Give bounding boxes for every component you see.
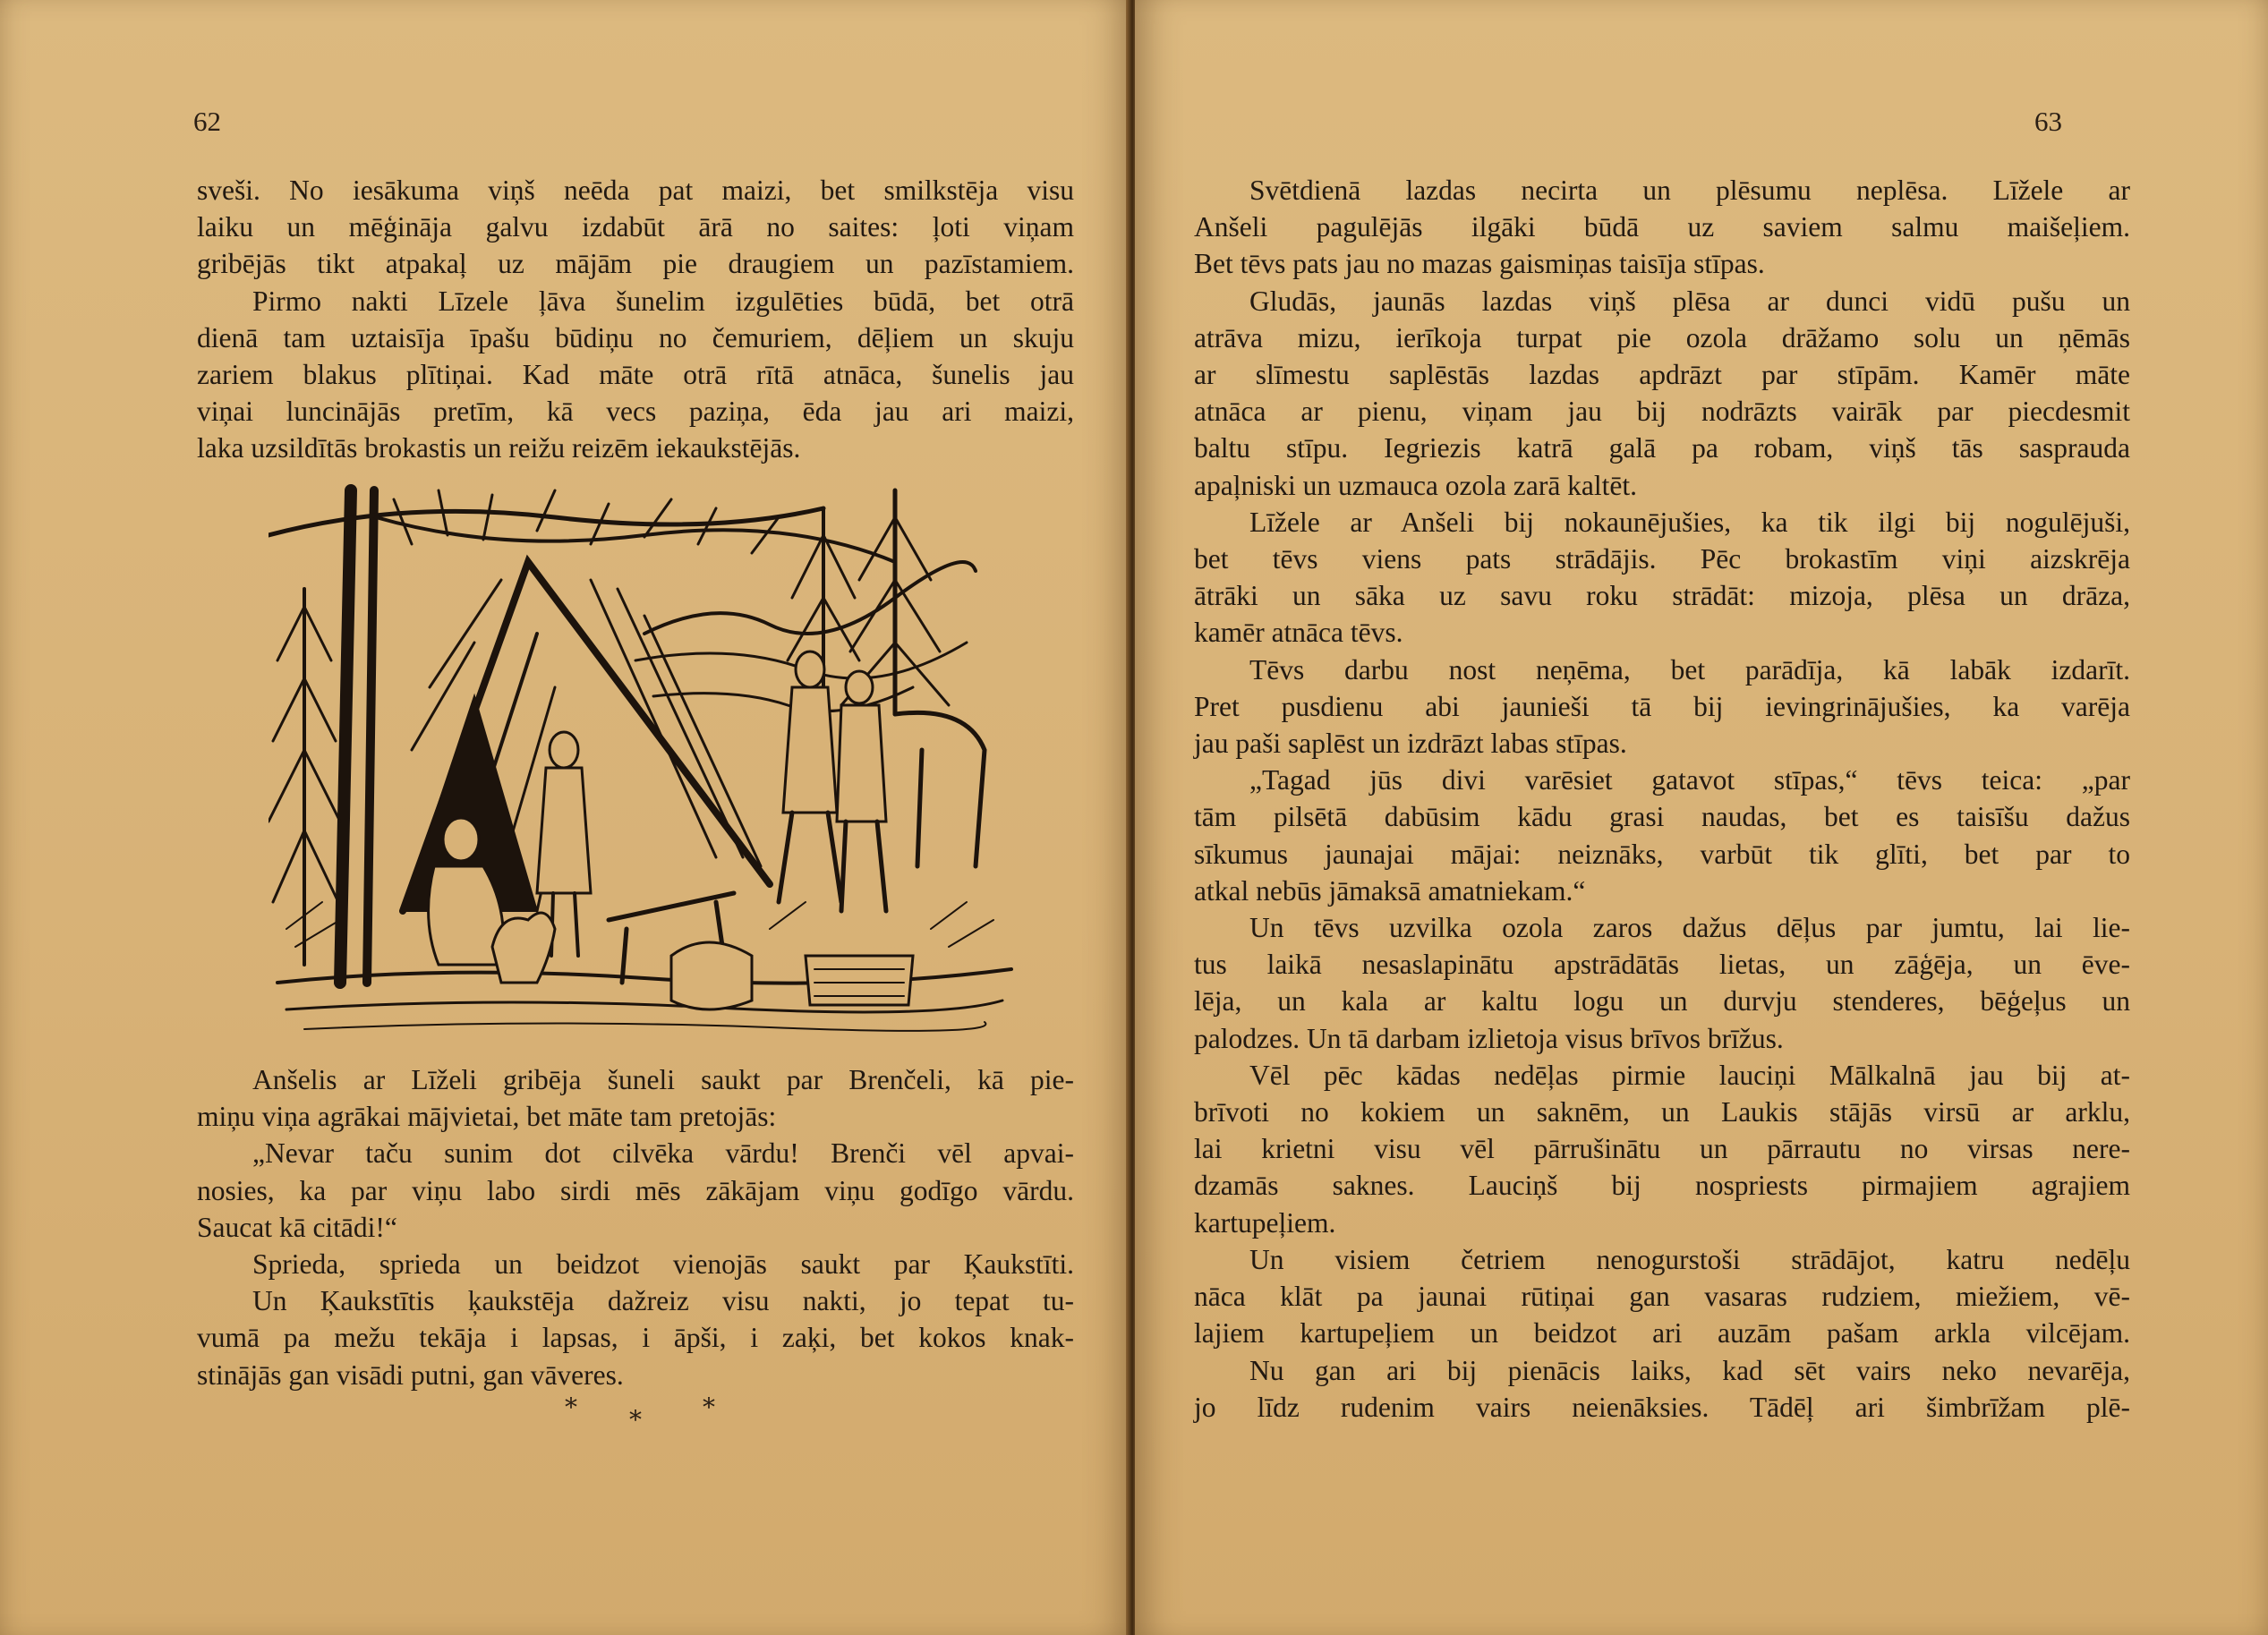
text-line: Un Ķaukstītis ķaukstēja dažreiz visu nakti, jo tepat tu- bbox=[252, 1285, 1074, 1317]
text-line: Sprieda, sprieda un beidzot vienojās saukt par Ķaukstīti. bbox=[252, 1248, 1074, 1281]
text-line: Anšelis ar Līželi gribēja šuneli saukt par Brenčeli, kā pie- bbox=[252, 1064, 1074, 1095]
text-line: Bet tēvs pats jau no mazas gaismiņas taisīja stīpas. bbox=[1194, 248, 1765, 280]
text-line: vumā pa mežu tekāja i lapsas, i āpši, i zaķi, bet kokos knak- bbox=[197, 1322, 1074, 1354]
text-line: Pret pusdienu abi jaunieši tā bij ievingrinājušies, ka varēja bbox=[1194, 690, 2130, 722]
text-line: Saucat kā citādi!“ bbox=[197, 1211, 397, 1243]
text-line: Pirmo nakti Līzele ļāva šunelim izgulēties būdā, bet otrā bbox=[252, 285, 1074, 317]
text-line: Līžele ar Anšeli bij nokaunējušies, ka tik ilgi bij nogulējuši, bbox=[1249, 506, 2130, 538]
text-line: jau paši saplēst un izdrāzt labas stīpas. bbox=[1194, 728, 1627, 760]
text-line: palodzes. Un tā darbam izlietoja visus brīvos brīžus. bbox=[1194, 1022, 1784, 1054]
text-line: sīkumus jaunajai mājai: neiznāks, varbūt tik glīti, bet par to bbox=[1194, 838, 2130, 870]
right-page bbox=[1135, 0, 2268, 1635]
text-line: Nu gan ari bij pienācis laiks, kad sēt vairs neko nevarēja, bbox=[1249, 1354, 2130, 1386]
page-number-left: 62 bbox=[193, 106, 221, 137]
text-line: Vēl pēc kādas nedēļas pirmie lauciņi Mālkalnā jau bij at- bbox=[1249, 1059, 2130, 1091]
text-line: kamēr atnāca tēvs. bbox=[1194, 617, 1403, 649]
text-line: „Tagad jūs divi varēsiet gatavot stīpas,“ tēvs teica: „par bbox=[1249, 764, 2130, 796]
text-line: nāca klāt pa jaunai rūtiņai gan vasaras rudziem, miežiem, vē- bbox=[1194, 1281, 2130, 1313]
text-line: Gludās, jaunās lazdas viņš plēsa ar dunci vidū pušu un bbox=[1249, 285, 2130, 317]
left-page bbox=[0, 0, 1130, 1635]
separator-star: * bbox=[703, 1392, 715, 1422]
text-line: tām pilsētā dabūsim kādu grasi naudas, bet es taisīšu dažus bbox=[1194, 801, 2130, 833]
text-line: „Nevar taču sunim dot cilvēka vārdu! Brenči vēl apvai- bbox=[252, 1137, 1074, 1170]
text-line: apaļniski un uzmauca ozola zarā kaltēt. bbox=[1194, 469, 1638, 501]
text-line: kartupeļiem. bbox=[1194, 1206, 1336, 1239]
text-line: zariem blakus plītiņai. Kad māte otrā rītā atnāca, šunelis jau bbox=[197, 359, 1074, 391]
text-line: dienā tam uztaisīja īpašu būdiņu no čemuriem, dēļiem un skuju bbox=[197, 321, 1074, 353]
text-line: gribējās tikt atpakaļ uz mājām pie draugiem un pazīstamiem. bbox=[197, 248, 1074, 280]
text-line: brīvoti no kokiem un saknēm, un Laukis stājās virsū ar arklu, bbox=[1194, 1096, 2130, 1128]
text-line: baltu stīpu. Iegriezis katrā galā pa robam, viņš tās sasprauda bbox=[1194, 432, 2130, 464]
text-line: Svētdienā lazdas necirta un plēsumu neplēsa. Līžele ar bbox=[1249, 175, 2130, 206]
text-line: laiku un mēģināja galvu izdabūt ārā no saites: ļoti viņam bbox=[197, 211, 1074, 243]
text-line: stinājās gan visādi putni, gan vāveres. bbox=[197, 1358, 624, 1391]
left-paragraph-top bbox=[197, 172, 1074, 467]
left-paragraph-bottom bbox=[197, 1061, 1074, 1393]
text-line: nosies, ka par viņu labo sirdi mēs zākājam viņu godīgo vārdu. bbox=[197, 1174, 1074, 1206]
text-line: atnāca ar pienu, viņam jau bij nodrāzts vairāk par piecdesmit bbox=[1194, 396, 2130, 428]
separator-star: * bbox=[565, 1392, 577, 1422]
text-line: ar slīmestu saplēstās lazdas apdrāzt par stīpām. Kamēr māte bbox=[1194, 359, 2130, 391]
text-line: miņu viņa agrākai mājvietai, bet māte tam pretojās: bbox=[197, 1101, 777, 1133]
woodcut-illustration bbox=[269, 481, 1020, 1045]
right-text bbox=[1194, 172, 2130, 1426]
text-line: Un tēvs uzvilka ozola zaros dažus dēļus par jumtu, lai lie- bbox=[1249, 912, 2130, 944]
page-number-right: 63 bbox=[2034, 106, 2062, 137]
text-line: lai krietni visu vēl pārrušinātu un pārrautu no virsas nere- bbox=[1194, 1133, 2130, 1165]
text-line: ātrāki un sāka uz savu roku strādāt: mizoja, plēsa un drāza, bbox=[1194, 580, 2130, 612]
text-line: sveši. No iesākuma viņš neēda pat maizi, bet smilkstēja visu bbox=[197, 175, 1074, 206]
text-line: Anšeli pagulējās ilgāki būdā uz saviem salmu maišeļiem. bbox=[1194, 211, 2130, 243]
text-line: laka uzsildītās brokastis un reižu reizēm iekaukstējās. bbox=[197, 432, 801, 464]
text-line: tus laikā nesaslapinātu apstrādātās lietas, un zāģēja, un ēve- bbox=[1194, 949, 2130, 981]
text-line: lēja, un kala ar kaltu logu un durvju stenderes, bēģeļus un bbox=[1194, 985, 2130, 1018]
text-line: viņai luncinājās pretīm, kā vecs paziņa, ēda jau ari maizi, bbox=[197, 396, 1074, 428]
text-line: atkal nebūs jāmaksā amatniekam.“ bbox=[1194, 874, 1586, 907]
text-line: Un visiem četriem nenogurstoši strādājot, katru nedēļu bbox=[1249, 1243, 2130, 1275]
separator-star: * bbox=[629, 1405, 642, 1435]
text-line: Tēvs darbu nost neņēma, bet parādīja, kā labāk izdarīt. bbox=[1249, 653, 2130, 686]
text-line: lajiem kartupeļiem un beidzot ari auzām pašam arkla vilcējam. bbox=[1194, 1317, 2130, 1350]
text-line: bet tēvs viens pats strādājis. Pēc brokastīm viņi aizskrēja bbox=[1194, 543, 2130, 575]
text-line: atrāva mizu, ierīkoja turpat pie ozola drāžamo solu un ņēmās bbox=[1194, 321, 2130, 353]
text-line: dzamās saknes. Lauciņš bij nospriests pirmajiem agrajiem bbox=[1194, 1170, 2130, 1202]
text-line: jo līdz rudenim vairs neienāksies. Tādēļ ari šimbrīžam plē- bbox=[1194, 1391, 2130, 1423]
